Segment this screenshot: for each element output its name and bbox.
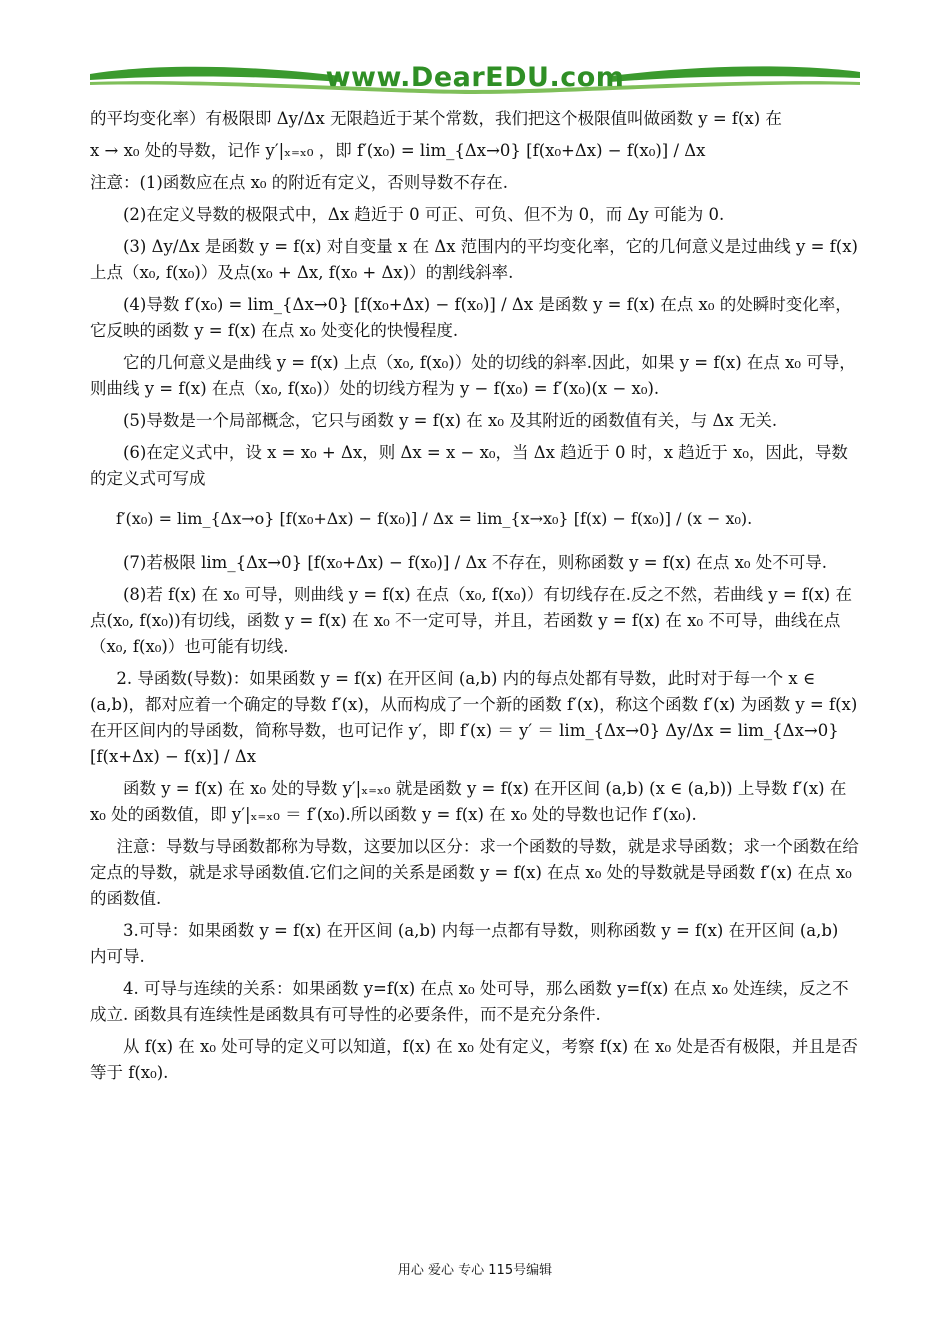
- paragraph: (6)在定义式中，设 x = x₀ + Δx，则 Δx = x − x₀，当 Δx 趋近于 0 时，x 趋近于 x₀，因此，导数的定义式可写成: [90, 443, 848, 488]
- paragraph: 它的几何意义是曲线 y = f(x) 上点（x₀, f(x₀)）处的切线的斜率.因此，如果 y = f(x) 在点 x₀ 可导，则曲线 y = f(x) 在点（x₀, f(x₀)）处的切线方程为 y − f(x₀) = f′(x₀)(x − x₀).: [90, 353, 856, 398]
- paragraph: (3) Δy/Δx 是函数 y = f(x) 对自变量 x 在 Δx 范围内的平均变化率，它的几何意义是过曲线 y = f(x) 上点（x₀, f(x₀)）及点(x₀ + Δx, f(x₀ + Δx)）的割线斜率.: [90, 237, 858, 282]
- formula: f′(x₀) = lim_{Δx→o} [f(x₀+Δx) − f(x₀)] / Δx = lim_{x→x₀} [f(x) − f(x₀)] / (x − x₀).: [116, 509, 753, 528]
- paragraph: x → x₀ 处的导数，记作 y′|ₓ₌ₓ₀ ，即 f′(x₀) = lim_{Δx→0} [f(x₀+Δx) − f(x₀)] / Δx: [90, 141, 706, 160]
- site-header: [90, 60, 860, 100]
- paragraph: (8)若 f(x) 在 x₀ 可导，则曲线 y = f(x) 在点（x₀, f(x₀)）有切线存在.反之不然，若曲线 y = f(x) 在点(x₀, f(x₀))有切线，函数 y = f(x) 在 x₀ 不一定可导，并且，若函数 y = f(x) 在 x₀ 不可导，曲线在点（x₀, f(x₀)）也可能有切线.: [90, 585, 852, 656]
- document-body: [90, 106, 860, 1092]
- page-footer: 用心 爱心 专心 115号编辑: [397, 1263, 553, 1278]
- paragraph: 的平均变化率）有极限即 Δy/Δx 无限趋近于某个常数，我们把这个极限值叫做函数 y = f(x) 在: [90, 109, 782, 128]
- paragraph: 2. 导函数(导数)：如果函数 y = f(x) 在开区间 (a,b) 内的每点处都有导数，此时对于每一个 x ∈ (a,b)，都对应着一个确定的导数 f′(x)，从而构成了一个新的函数 f′(x)，称这个函数 f′(x) 为函数 y = f(x) 在开区间内的导函数，简称导数，也可记作 y′，即 f′(x) ＝ y′ ＝ lim_{Δx→0} Δy/Δx = lim_{Δx→0} [f(x+Δx) − f(x)] / Δx: [90, 669, 858, 766]
- paragraph: 函数 y = f(x) 在 x₀ 处的导数 y′|ₓ₌ₓ₀ 就是函数 y = f(x) 在开区间 (a,b) (x ∈ (a,b)) 上导数 f′(x) 在 x₀ 处的函数值，即 y′|ₓ₌ₓ₀ ＝ f′(x₀).所以函数 y = f(x) 在 x₀ 处的导数也记作 f′(x₀).: [90, 779, 847, 824]
- paragraph: (2)在定义导数的极限式中，Δx 趋近于 0 可正、可负、但不为 0，而 Δy 可能为 0.: [123, 205, 725, 224]
- paragraph: (5)导数是一个局部概念，它只与函数 y = f(x) 在 x₀ 及其附近的函数值有关，与 Δx 无关.: [123, 411, 778, 430]
- paragraph: 3.可导：如果函数 y = f(x) 在开区间 (a,b) 内每一点都有导数，则称函数 y = f(x) 在开区间 (a,b) 内可导.: [90, 921, 839, 966]
- paragraph: 从 f(x) 在 x₀ 处可导的定义可以知道，f(x) 在 x₀ 处有定义，考察 f(x) 在 x₀ 处是否有极限，并且是否等于 f(x₀).: [90, 1037, 858, 1082]
- paragraph: (4)导数 f′(x₀) = lim_{Δx→0} [f(x₀+Δx) − f(x₀)] / Δx 是函数 y = f(x) 在点 x₀ 的处瞬时变化率，它反映的函数 y = f(x) 在点 x₀ 处变化的快慢程度.: [90, 295, 852, 340]
- site-name: www.DearEDU.com: [325, 62, 625, 93]
- paragraph: 注意：(1)函数应在点 x₀ 的附近有定义，否则导数不存在.: [90, 173, 509, 192]
- paragraph: 4. 可导与连续的关系：如果函数 y=f(x) 在点 x₀ 处可导，那么函数 y=f(x) 在点 x₀ 处连续，反之不成立. 函数具有连续性是函数具有可导性的必要条件，而不是充分条件.: [90, 979, 849, 1024]
- paragraph: (7)若极限 lim_{Δx→0} [f(x₀+Δx) − f(x₀)] / Δx 不存在，则称函数 y = f(x) 在点 x₀ 处不可导.: [123, 553, 827, 572]
- paragraph: 注意：导数与导函数都称为导数，这要加以区分：求一个函数的导数，就是求导函数；求一个函数在给定点的导数，就是求导函数值.它们之间的关系是函数 y = f(x) 在点 x₀ 处的导数就是导函数 f′(x) 在点 x₀ 的函数值.: [90, 837, 859, 908]
